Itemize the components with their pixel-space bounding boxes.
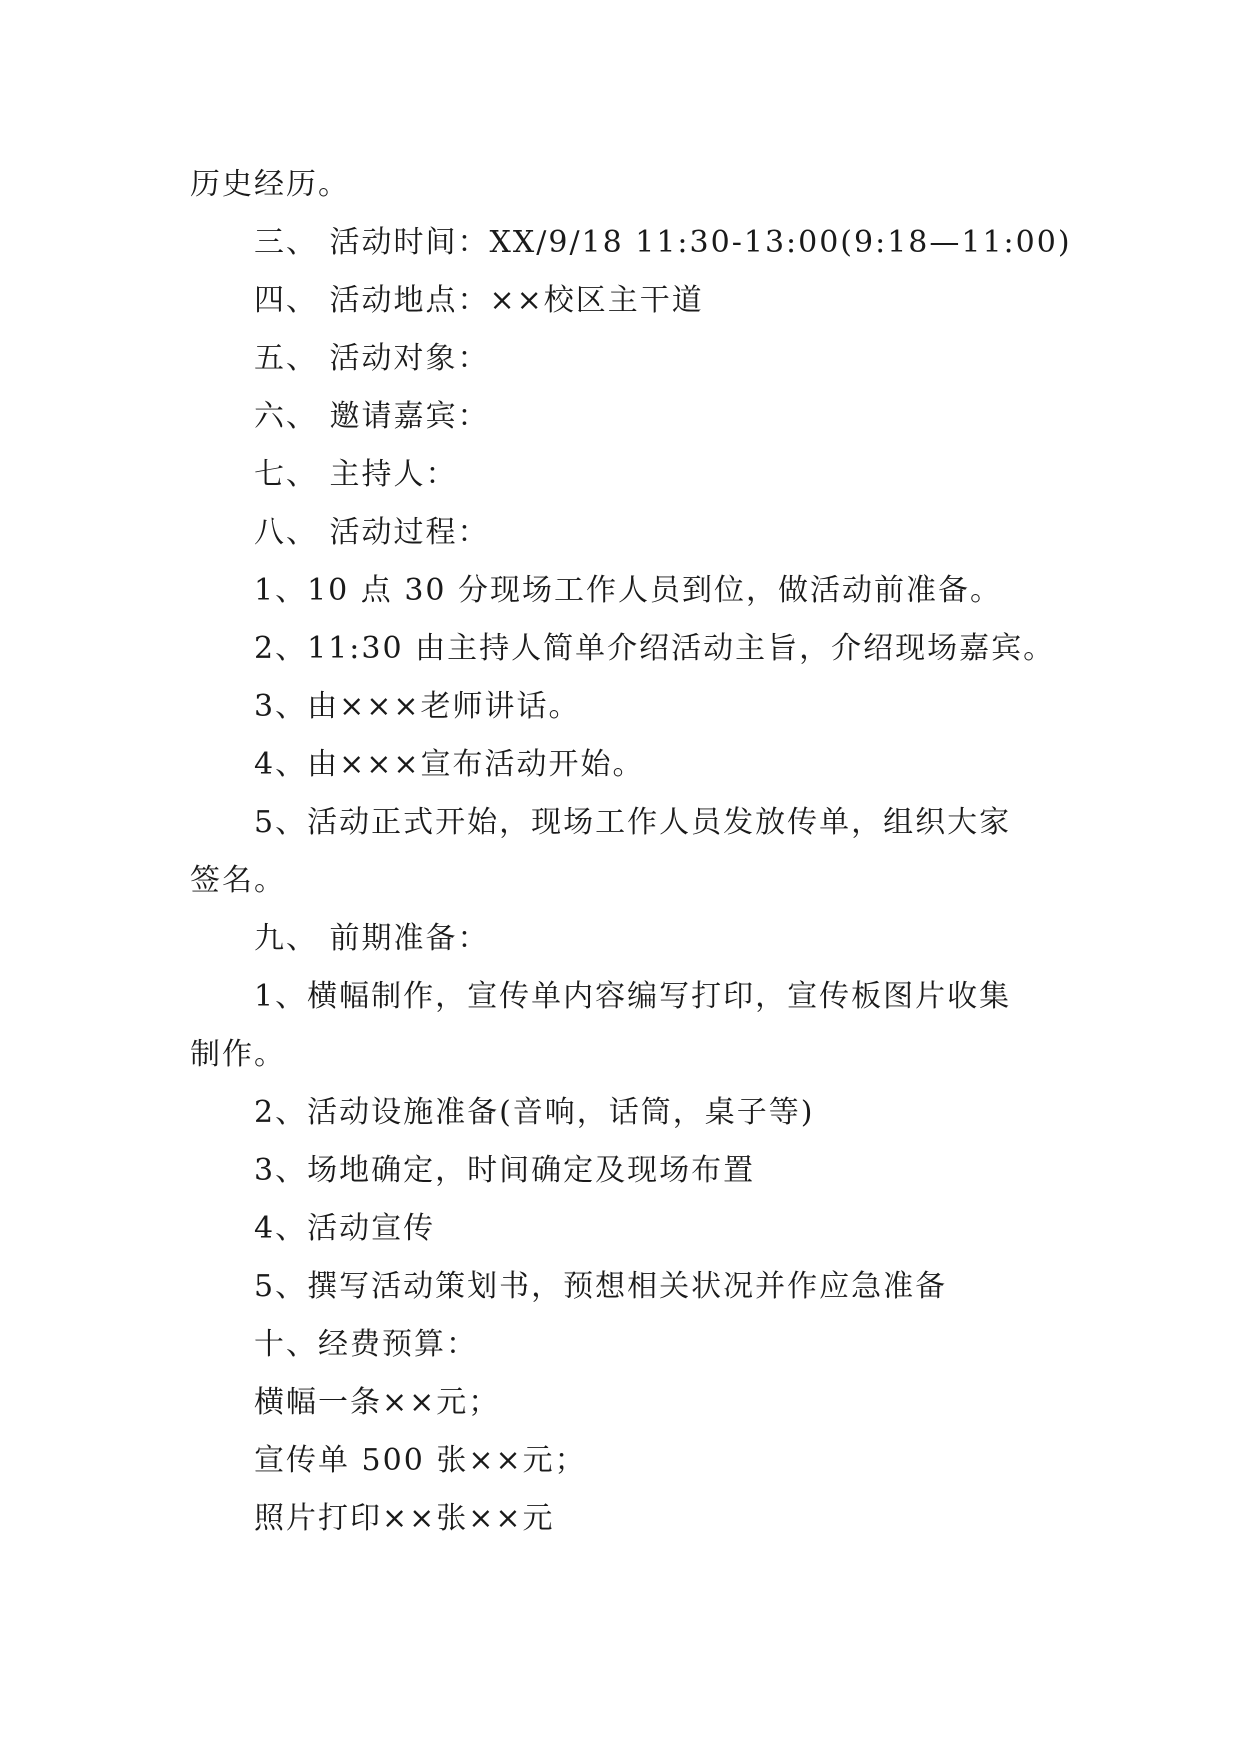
text-line: 签名。 (190, 863, 286, 898)
list-item: 4、活动宣传 (254, 1211, 436, 1246)
section-heading: 十、经费预算： (254, 1327, 478, 1362)
list-item: 4、由×××宣布活动开始。 (254, 747, 645, 782)
budget-item: 横幅一条××元； (254, 1385, 501, 1420)
budget-item: 照片打印××张××元 (254, 1501, 555, 1536)
list-item: 5、活动正式开始，现场工作人员发放传单，组织大家 (254, 805, 1012, 840)
text-line: 制作。 (190, 1037, 286, 1072)
list-item: 1、10 点 30 分现场工作人员到位，做活动前准备。 (254, 573, 1003, 608)
list-item: 2、活动设施准备(音响，话筒，桌子等) (254, 1095, 815, 1130)
section-heading: 六、 邀请嘉宾： (254, 399, 490, 434)
list-item: 2、11:30 由主持人简单介绍活动主旨，介绍现场嘉宾。 (254, 631, 1056, 666)
section-heading: 四、 活动地点：××校区主干道 (254, 283, 704, 318)
section-heading: 七、 主持人： (254, 457, 458, 492)
section-heading: 九、 前期准备： (254, 921, 490, 956)
list-item: 1、横幅制作，宣传单内容编写打印，宣传板图片收集 (254, 979, 1012, 1014)
text-line: 历史经历。 (190, 167, 350, 202)
section-heading: 三、 活动时间：XX/9/18 11:30-13:00(9:18—11:00) (254, 225, 1072, 260)
list-item: 5、撰写活动策划书，预想相关状况并作应急准备 (254, 1269, 948, 1304)
section-heading: 八、 活动过程： (254, 515, 490, 550)
list-item: 3、由×××老师讲话。 (254, 689, 581, 724)
section-heading: 五、 活动对象： (254, 341, 490, 376)
list-item: 3、场地确定，时间确定及现场布置 (254, 1153, 756, 1188)
budget-item: 宣传单 500 张××元； (254, 1443, 587, 1478)
